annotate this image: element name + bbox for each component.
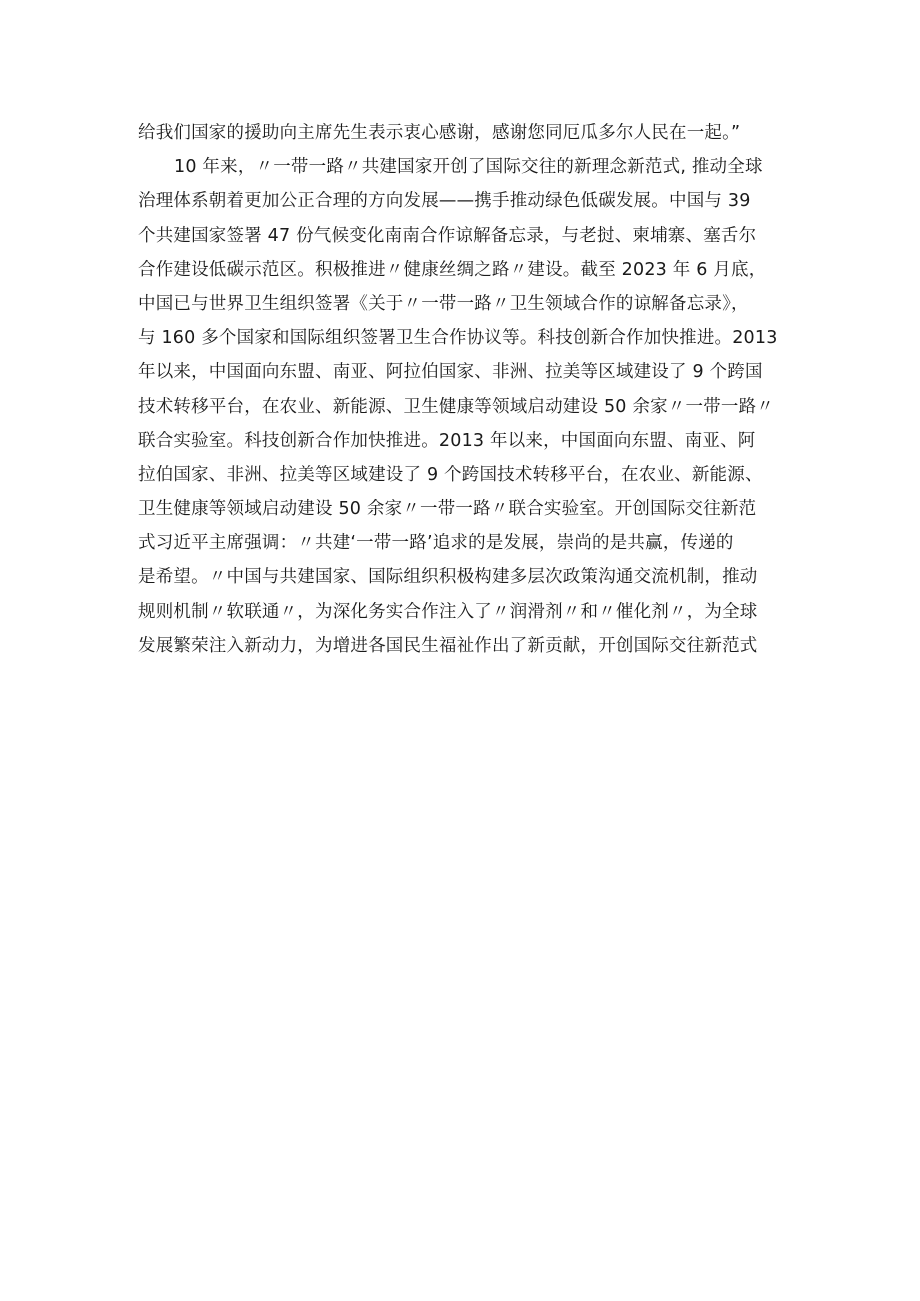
text-line-1: 给我们国家的援助向主席先生表示衷心感谢，感谢您同厄瓜多尔人民在一起。”	[138, 123, 741, 143]
text-line-8: 年以来，中国面向东盟、南亚、阿拉伯国家、非洲、拉美等区域建设了 9 个跨国	[138, 362, 763, 383]
text-line-10: 联合实验室。科技创新合作加快推进。2013 年以来，中国面向东盟、南亚、阿	[138, 430, 756, 451]
text-line-4: 个共建国家签署 47 份气候变化南南合作谅解备忘录，与老挝、柬埔寨、塞舌尔	[138, 225, 757, 246]
text-line-3: 治理体系朝着更加公正合理的方向发展——携手推动绿色低碳发展。中国与 39	[138, 191, 751, 212]
text-line-6: 中国已与世界卫生组织签署《关于〃一带一路〃卫生领域合作的谅解备忘录》，	[138, 293, 749, 314]
text-line-11: 拉伯国家、非洲、拉美等区域建设了 9 个跨国技术转移平台，在农业、新能源、	[138, 464, 763, 485]
text-line-9: 技术转移平台，在农业、新能源、卫生健康等领域启动建设 50 余家〃一带一路〃	[138, 396, 774, 417]
text-line-7: 与 160 多个国家和国际组织签署卫生合作协议等。科技创新合作加快推进。2013	[138, 328, 778, 349]
text-line-5: 合作建设低碳示范区。积极推进〃健康丝绸之路〃建设。截至 2023 年 6 月底，	[138, 259, 767, 280]
text-line-12: 卫生健康等领域启动建设 50 余家〃一带一路〃联合实验室。开创国际交往新范	[138, 499, 757, 520]
text-line-16: 发展繁荣注入新动力，为增进各国民生福祉作出了新贡献，开创国际交往新范式	[138, 635, 758, 656]
body-text	[138, 116, 788, 663]
text-line-14: 是希望。〃中国与共建国家、国际组织积极构建多层次政策沟通交流机制，推动	[138, 567, 758, 588]
text-line-15: 规则机制〃软联通〃，为深化务实合作注入了〃润滑剂〃和〃催化剂〃，为全球	[138, 601, 758, 622]
text-line-13: 式习近平主席强调：〃共建‘一带一路’追求的是发展，崇尚的是共赢，传递的	[138, 533, 734, 554]
paragraph-start-line: 10 年来，〃一带一路〃共建国家开创了国际交往的新理念新范式, 推动全球	[174, 157, 763, 178]
